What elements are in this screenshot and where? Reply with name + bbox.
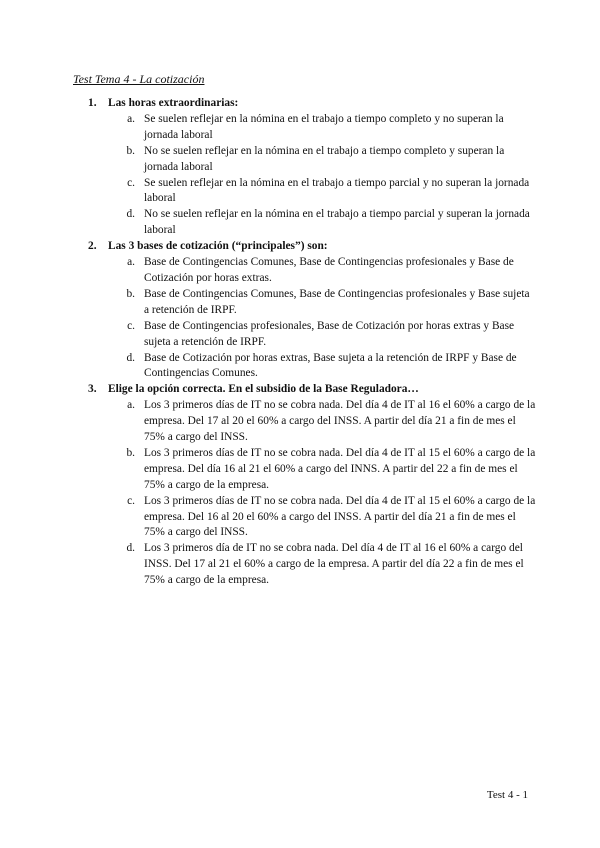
option-letter: c. (127, 176, 135, 189)
option-c[interactable] (88, 494, 536, 542)
question-number: 2. (88, 240, 97, 253)
question-3 (88, 382, 536, 589)
option-b[interactable] (88, 144, 536, 176)
question-text: Las horas extraordinarias: (108, 97, 239, 109)
option-letter: d. (126, 208, 135, 221)
question-heading (88, 382, 536, 398)
question-text: Las 3 bases de cotización (“principales”) son: (108, 240, 328, 253)
question-1 (88, 96, 536, 239)
option-letter: c. (127, 319, 135, 332)
option-letter: c. (127, 494, 135, 507)
option-text: Se suelen reflejar en la nómina en el trabajo a tiempo parcial y no superan la jornada laboral (144, 176, 530, 205)
option-text: No se suelen reflejar en la nómina en el trabajo a tiempo completo y superan la jornada laboral (144, 144, 505, 173)
option-a[interactable] (88, 398, 536, 446)
option-text: Base de Contingencias Comunes, Base de Contingencias profesionales y Base de Cotización por horas extras. (144, 256, 514, 284)
option-text: Base de Contingencias profesionales, Base de Cotización por horas extras y Base sujeta a retención de IRPF. (144, 319, 515, 348)
option-letter: d. (126, 542, 135, 555)
question-text: Elige la opción correcta. En el subsidio de la Base Reguladora… (108, 383, 419, 396)
option-b[interactable] (88, 287, 536, 319)
option-list (88, 112, 536, 239)
option-letter: b. (126, 446, 135, 459)
option-text: Los 3 primeros días de IT no se cobra nada. Del día 4 de IT al 16 el 60% a cargo de la empresa. Del 17 al 20 el 60% a cargo del INSS. A partir del día 21 a fin de mes el 75% a cargo del INSS. (144, 399, 536, 444)
option-letter: a. (127, 112, 135, 125)
page-footer: Test 4 - 1 (486, 789, 528, 801)
option-letter: a. (127, 256, 135, 269)
question-number: 3. (88, 383, 97, 396)
option-text: Los 3 primeros día de IT no se cobra nada. Del día 4 de IT al 16 el 60% a cargo del INSS. Del 17 al 21 el 60% a cargo de la empresa. A partir del día 22 a fin de mes el 75% a cargo de la empresa. (144, 542, 524, 587)
question-heading (88, 96, 536, 112)
option-text: Base de Cotización por horas extras, Base sujeta a la retención de IRPF y Base de Contingencias Comunes. (144, 351, 517, 380)
option-list (88, 255, 536, 382)
option-list (88, 398, 536, 589)
document-title: Test Tema 4 - La cotización (73, 72, 205, 86)
option-text: Base de Contingencias Comunes, Base de Contingencias profesionales y Base sujeta a retención de IRPF. (144, 287, 530, 316)
option-letter: b. (126, 287, 135, 300)
question-list (88, 96, 536, 589)
option-letter: a. (127, 399, 135, 412)
question-number: 1. (88, 97, 97, 109)
option-d[interactable] (88, 207, 536, 239)
option-text: Se suelen reflejar en la nómina en el trabajo a tiempo completo y no superan la jornada laboral (144, 112, 504, 141)
option-c[interactable] (88, 319, 536, 351)
option-b[interactable] (88, 446, 536, 494)
option-letter: b. (126, 144, 135, 157)
option-a[interactable] (88, 255, 536, 287)
option-text: Los 3 primeros días de IT no se cobra nada. Del día 4 de IT al 15 el 60% a cargo de la empresa. Del 16 al 20 el 60% a cargo del INSS. A partir del día 21 a fin de mes el 75% a cargo del INSS. (144, 494, 536, 539)
option-d[interactable] (88, 541, 536, 589)
question-heading (88, 239, 536, 255)
option-text: Los 3 primeros días de IT no se cobra nada. Del día 4 de IT al 15 el 60% a cargo de la empresa. Del día 16 al 21 el 60% a cargo del INNS. A partir del 22 a fin de mes el 75% a cargo de la empresa. (144, 446, 536, 491)
option-c[interactable] (88, 176, 536, 208)
option-a[interactable] (88, 112, 536, 144)
option-text: No se suelen reflejar en la nómina en el trabajo a tiempo parcial y superan la jornada laboral (144, 208, 530, 237)
question-2 (88, 239, 536, 382)
option-d[interactable] (88, 351, 536, 383)
option-letter: d. (126, 351, 135, 364)
